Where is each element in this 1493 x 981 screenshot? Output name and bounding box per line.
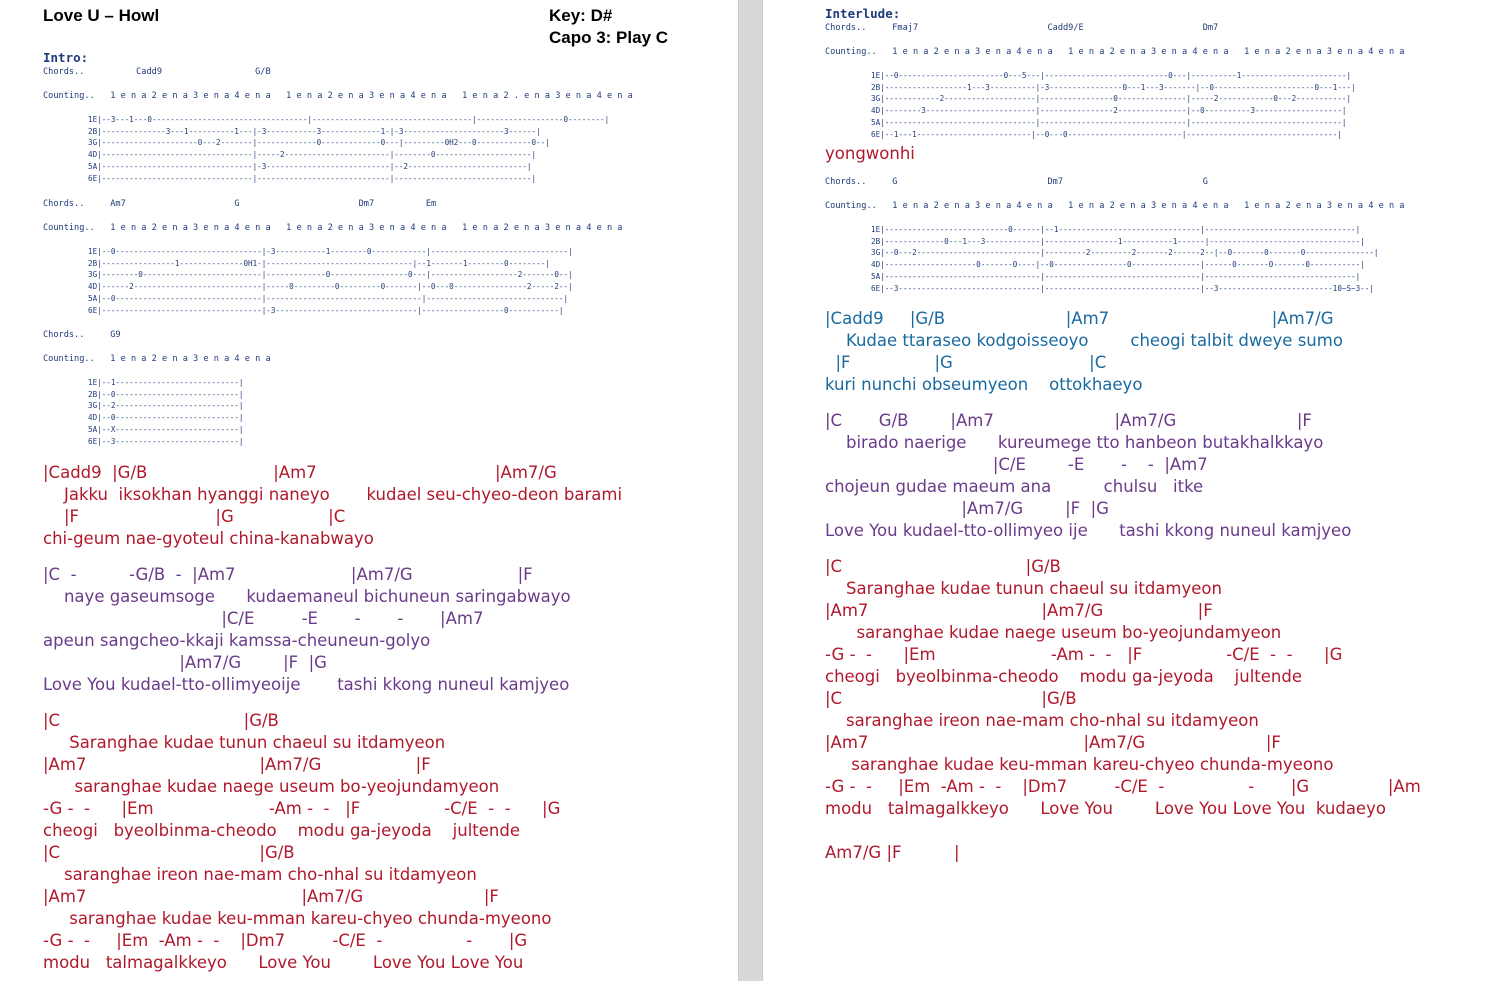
counting-row: Counting.. 1 e n a 2 e n a 3 e n a 4 e n a 1 e n a 2 e n a 3 e n a 4 e n a 1 e n a 2 e n a 3 e n a 4 e n a [825, 201, 1405, 211]
pre-chorus-2: |C G/B |Am7 |Am7/G |F birado naerige kureumege tto hanbeon butakhalkkayo |C/E -E - - |Am7 chojeun gudae maeum ana chulsu itke |Am7/G |F |G Love You kudael-tto-ollimyeo ije tashi kkong nuneul kamjyeo [825, 411, 1352, 540]
interlude-tab-1: 1E|--0-----------------------0---5---|---------------------------0---|----------1-----------------------| 2B|------------------1---3----------|-3----------------0---1---3-------|--0----------------------0---1---| 3G|------------2--------------------|----------------0---------------|-----2------------0---2-----------| 4D|--------3------------------------|----------------2---------------|--0----------3-------------------| 5A|---------------------------------|--------------------------------|---------------------------------| 6E|--1---1-------------------------|--0---0-------------------------|---------------------------------| [871, 71, 1356, 139]
counting-row: Counting.. 1 e n a 2 e n a 3 e n a 4 e n a 1 e n a 2 e n a 3 e n a 4 e n a 1 e n a 2 . e n a 3 e n a 4 e n a [43, 91, 633, 101]
chord-row: Chords.. G Dm7 G [825, 177, 1208, 187]
ending-line: Am7/G |F | [825, 843, 960, 862]
pre-chorus-1: |C - -G/B - |Am7 |Am7/G |F naye gaseumsoge kudaemaneul bichuneun saringabwayo |C/E -E - - |Am7 apeun sangcheo-kkaji kamssa-cheuneun-golyo |Am7/G |F |G Love You kudael-tto-ollimyeoije tashi kkong nuneul kamjyeo [43, 565, 571, 694]
chorus-2: |C |G/B Saranghae kudae tunun chaeul su itdamyeon |Am7 |Am7/G |F saranghae kudae naege useum bo-yeojundamyeon -G - - |Em -Am - - |F -C/E - - |G cheogi byeolbinma-cheodo modu ga-jeyoda jultende |C |G/B saranghae ireon nae-mam cho-nhal su itdamyeon |Am7 |Am7/G |F saranghae kudae keu-mman kareu-chyeo chunda-myeono -G - - |Em -Am - - |Dm7 -C/E - - |G |Am modu talmagalkkeyo Love You Love You Love You kudaeyo [825, 557, 1421, 818]
yongwonhi-lyric: yongwonhi [825, 144, 915, 163]
intro-tab-1: 1E|--3---1---0----------------------------------|-----------------------------------|-------------------0--------| 2B|--------------3---1----------1---|-3-----------3-------------1-|-3----------------------3------| 3G|---------------------0---2-------|-------------0-------------0---|---------0H2---0------------0--| 4D|---------------------------------|-----2-----------------------|--------0---------------------| 5A|---------------------------------|-3---------------------------|--2--------------------------| 6E|---------------------------------|-----------------------------|------------------------------| [88, 115, 610, 183]
page-separator [738, 0, 763, 981]
chord-row: Chords.. Fmaj7 Cadd9/E Dm7 [825, 23, 1219, 33]
intro-tab-3: 1E|--1---------------------------| 2B|--0---------------------------| 3G|--2---------------------------| 4D|--0---------------------------| 5A|--X---------------------------| 6E|--3---------------------------| [88, 378, 244, 446]
chord-row: Chords.. Cadd9 G/B [43, 67, 271, 77]
chord-row: Chords.. Am7 G Dm7 Em [43, 199, 437, 209]
right-page [763, 0, 1493, 981]
intro-tab-2: 1E|--0--------------------------------|-3-----------1--------0------------|------------------------------| 2B|----------------1--------------0H1-|--------------------------------|--1-------1--------0--------| 3G|--------0--------------------------|-------------0-----------------0---|-------------------2-------0--| 4D|------2----------------------------|-----0---------0---------0-------|--0---0----------------2-----2--| 5A|--0--------------------------------|----------------------------------|------------------------------| 6E|-----------------------------------|-3-------------------------------|------------------0-----------| [88, 247, 573, 315]
intro-label: Intro: [43, 50, 89, 65]
chord-row: Chords.. G9 [43, 330, 121, 340]
song-key: Key: D# [549, 6, 613, 25]
interlude-label: Interlude: [825, 6, 901, 21]
counting-row: Counting.. 1 e n a 2 e n a 3 e n a 4 e n a 1 e n a 2 e n a 3 e n a 4 e n a 1 e n a 2 e n a 3 e n a 4 e n a [825, 47, 1405, 57]
counting-row: Counting.. 1 e n a 2 e n a 3 e n a 4 e n a [43, 354, 271, 364]
verse-2: |Cadd9 |G/B |Am7 |Am7/G Kudae ttaraseo kodgoisseoyo cheogi talbit dweye sumo |F |G |C kuri nunchi obseumyeon ottokhaeyo [825, 309, 1343, 394]
interlude-tab-2: 1E|---------------------------0------|--1-------------------------------|---------------------------------| 2B|-------------0---1---3------------|----------------1-----------1------|---------------------------------| 3G|--0---2---------------------------|---------2---------2-------2------2--|--0-------0-------0---------------| 4D|--------------------0-------0----|--0----------------0---------------|------0-------0-------0-----------| 5A|----------------------------------|----------------------------------|---------------------------------| 6E|--3-------------------------------|----------------------------------|--3-------------------------10~S~3--| [871, 225, 1379, 293]
capo-info: Capo 3: Play C [549, 28, 669, 47]
song-title: Love U – Howl [43, 6, 160, 25]
left-page [0, 0, 738, 981]
chorus-1: |C |G/B Saranghae kudae tunun chaeul su itdamyeon |Am7 |Am7/G |F saranghae kudae naege useum bo-yeojundamyeon -G - - |Em -Am - - |F -C/E - - |G cheogi byeolbinma-cheodo modu ga-jeyoda jultende |C |G/B saranghae ireon nae-mam cho-nhal su itdamyeon |Am7 |Am7/G |F saranghae kudae keu-mman kareu-chyeo chunda-myeono -G - - |Em -Am - - |Dm7 -C/E - - |G modu talmagalkkeyo Love You Love You Love You [43, 711, 561, 972]
verse-1: |Cadd9 |G/B |Am7 |Am7/G Jakku iksokhan hyanggi naneyo kudael seu-chyeo-deon barami |F |G |C chi-geum nae-gyoteul china-kanabwayo [43, 463, 623, 548]
counting-row: Counting.. 1 e n a 2 e n a 3 e n a 4 e n a 1 e n a 2 e n a 3 e n a 4 e n a 1 e n a 2 e n a 3 e n a 4 e n a [43, 223, 623, 233]
